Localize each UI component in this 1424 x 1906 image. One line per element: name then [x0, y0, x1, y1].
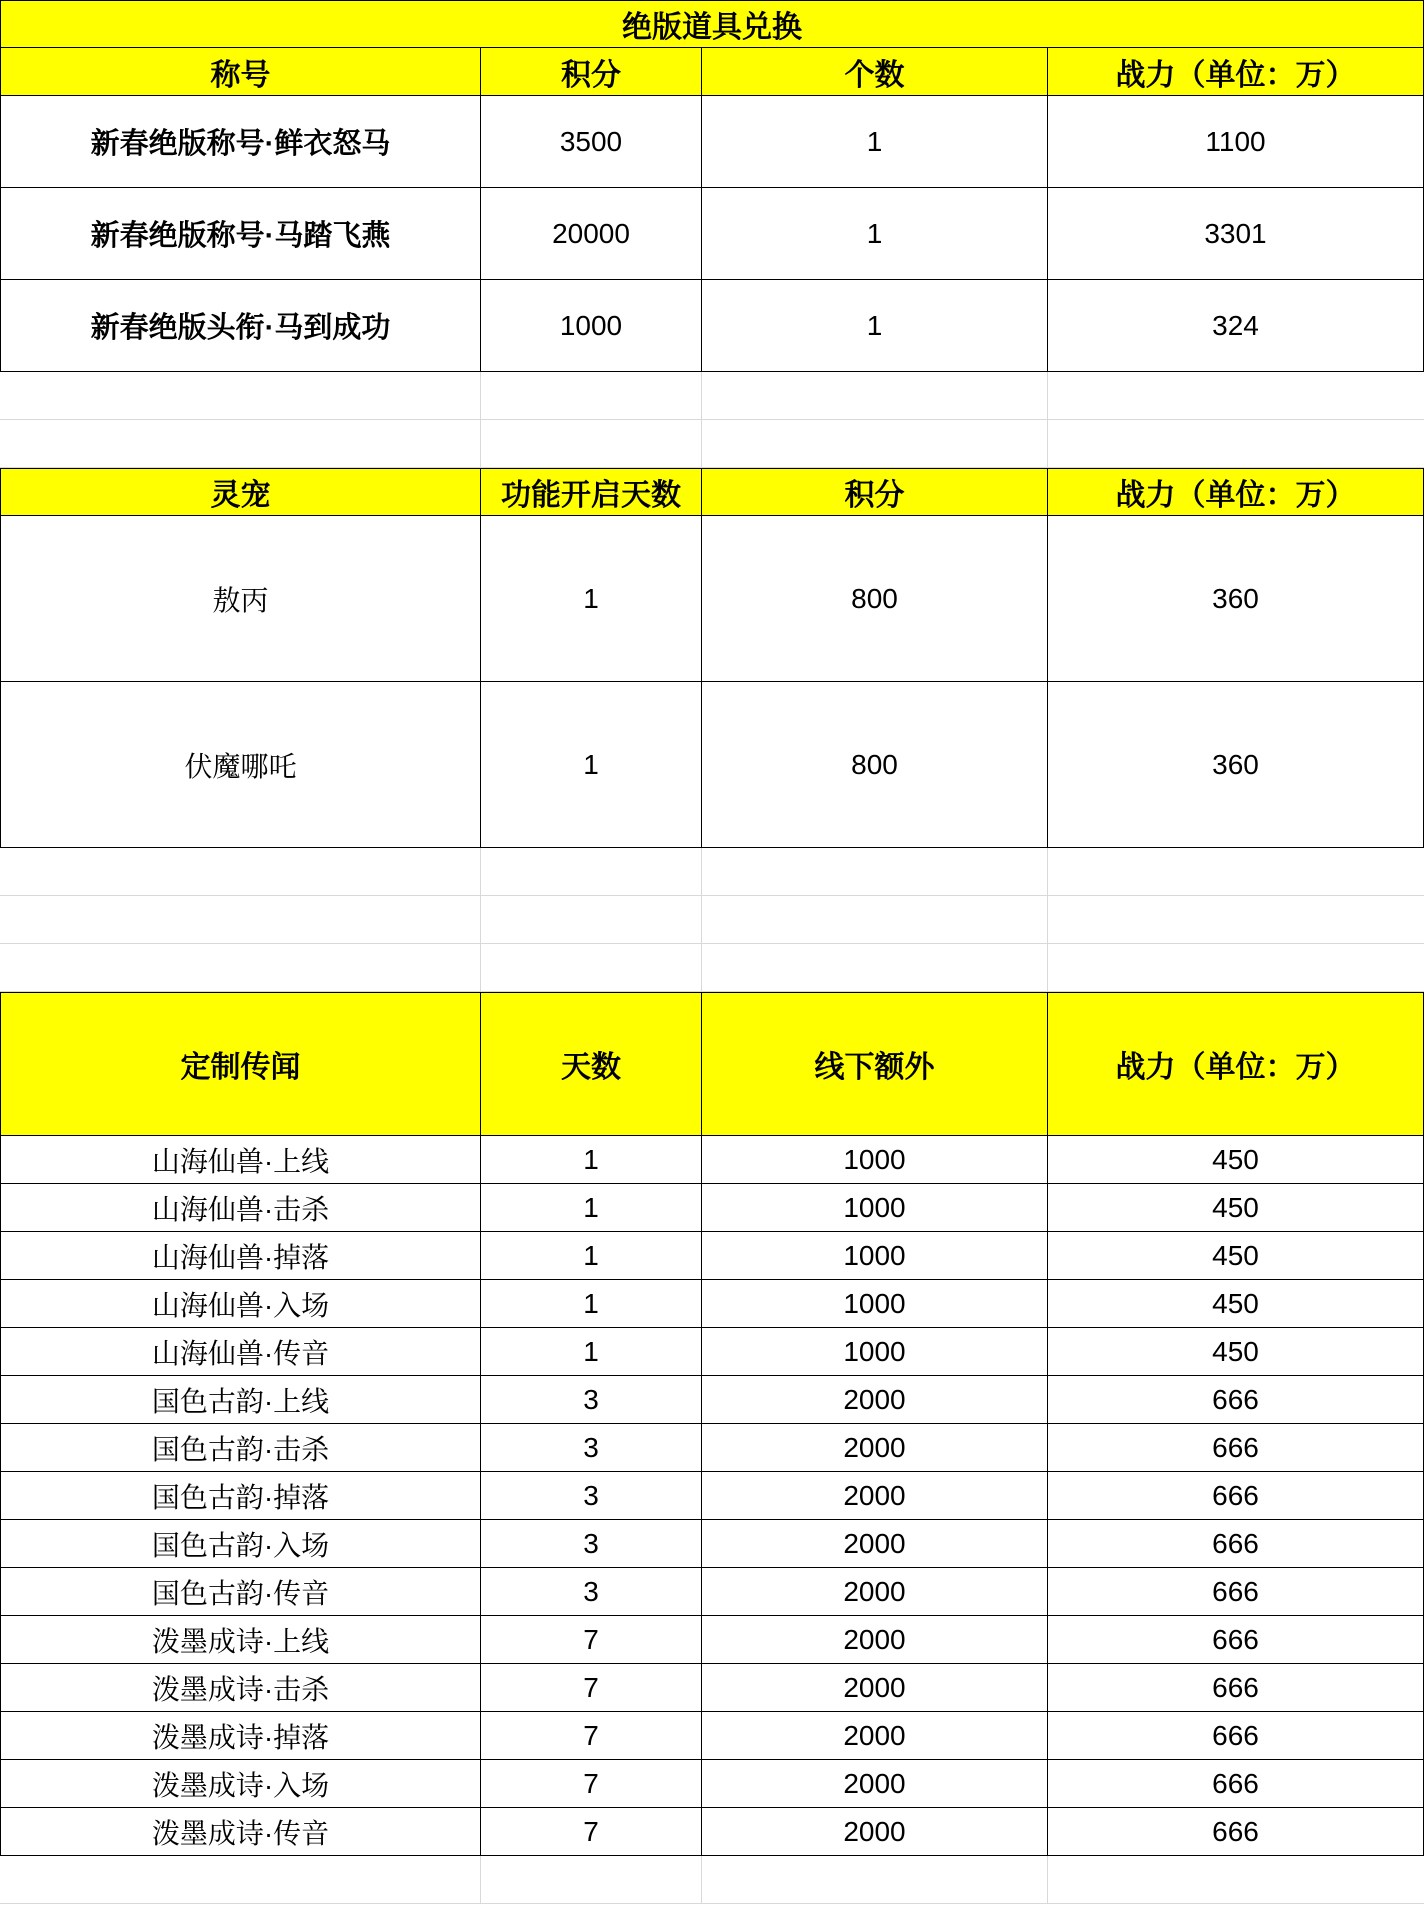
empty-cell[interactable]: [1047, 420, 1424, 468]
cell[interactable]: 3301: [1047, 188, 1424, 280]
header-cell[interactable]: 战力（单位：万）: [1047, 48, 1424, 96]
cell[interactable]: 2000: [701, 1472, 1047, 1520]
empty-cell[interactable]: [480, 848, 701, 896]
empty-row: [0, 896, 1424, 944]
cell[interactable]: 1: [701, 188, 1047, 280]
empty-cell[interactable]: [1047, 372, 1424, 420]
cell[interactable]: 2000: [701, 1376, 1047, 1424]
empty-cell[interactable]: [1047, 944, 1424, 992]
cell[interactable]: 666: [1047, 1520, 1424, 1568]
cell[interactable]: 360: [1047, 682, 1424, 848]
empty-row: [0, 372, 1424, 420]
header-cell[interactable]: 战力（单位：万）: [1047, 468, 1424, 516]
cell[interactable]: 山海仙兽·入场: [0, 1280, 480, 1328]
cell[interactable]: 泼墨成诗·上线: [0, 1616, 480, 1664]
cell[interactable]: 1: [480, 682, 701, 848]
cell[interactable]: 1: [480, 1184, 701, 1232]
cell[interactable]: 450: [1047, 1232, 1424, 1280]
empty-cell[interactable]: [701, 944, 1047, 992]
cell[interactable]: 国色古韵·掉落: [0, 1472, 480, 1520]
cell[interactable]: 360: [1047, 516, 1424, 682]
cell[interactable]: 1000: [701, 1328, 1047, 1376]
section2-header-row: [0, 468, 1424, 516]
cell[interactable]: 1000: [701, 1184, 1047, 1232]
cell[interactable]: 山海仙兽·击杀: [0, 1184, 480, 1232]
cell[interactable]: 1: [701, 96, 1047, 188]
table-row: [0, 188, 1424, 280]
cell[interactable]: 1000: [701, 1280, 1047, 1328]
empty-cell[interactable]: [701, 372, 1047, 420]
cell[interactable]: 国色古韵·入场: [0, 1520, 480, 1568]
cell[interactable]: 2000: [701, 1520, 1047, 1568]
cell[interactable]: 450: [1047, 1280, 1424, 1328]
table-row: [0, 1664, 1424, 1712]
empty-row: [0, 420, 1424, 468]
cell[interactable]: 3: [480, 1376, 701, 1424]
empty-cell[interactable]: [480, 372, 701, 420]
table-row: [0, 96, 1424, 188]
empty-cell[interactable]: [480, 896, 701, 944]
cell[interactable]: 7: [480, 1616, 701, 1664]
table-row: [0, 1376, 1424, 1424]
empty-cell[interactable]: [701, 420, 1047, 468]
empty-cell[interactable]: [701, 848, 1047, 896]
table-row: [0, 1136, 1424, 1184]
table-row: [0, 1424, 1424, 1472]
table-row: [0, 1280, 1424, 1328]
empty-cell[interactable]: [480, 944, 701, 992]
header-cell[interactable]: 个数: [701, 48, 1047, 96]
cell[interactable]: 666: [1047, 1664, 1424, 1712]
cell[interactable]: 800: [701, 516, 1047, 682]
empty-row: [0, 1856, 1424, 1904]
cell[interactable]: 泼墨成诗·入场: [0, 1760, 480, 1808]
section1-header-row: [0, 48, 1424, 96]
cell[interactable]: 7: [480, 1808, 701, 1856]
empty-cell[interactable]: [1047, 896, 1424, 944]
cell[interactable]: 3: [480, 1472, 701, 1520]
cell[interactable]: 伏魔哪吒: [0, 682, 480, 848]
cell[interactable]: 7: [480, 1664, 701, 1712]
empty-cell[interactable]: [480, 420, 701, 468]
empty-cell[interactable]: [0, 896, 480, 944]
cell[interactable]: 450: [1047, 1136, 1424, 1184]
cell[interactable]: 1: [701, 280, 1047, 372]
cell[interactable]: 国色古韵·击杀: [0, 1424, 480, 1472]
table-title[interactable]: 绝版道具兑换: [0, 0, 1424, 48]
cell[interactable]: 800: [701, 682, 1047, 848]
cell[interactable]: 泼墨成诗·传音: [0, 1808, 480, 1856]
cell[interactable]: 324: [1047, 280, 1424, 372]
cell[interactable]: 国色古韵·上线: [0, 1376, 480, 1424]
section3-header-row: [0, 992, 1424, 1136]
table-row: [0, 1184, 1424, 1232]
cell[interactable]: 7: [480, 1760, 701, 1808]
cell[interactable]: 2000: [701, 1616, 1047, 1664]
cell[interactable]: 1: [480, 1280, 701, 1328]
cell[interactable]: 666: [1047, 1424, 1424, 1472]
cell[interactable]: 2000: [701, 1424, 1047, 1472]
cell[interactable]: 3500: [480, 96, 701, 188]
table-row: [0, 1568, 1424, 1616]
empty-cell[interactable]: [701, 896, 1047, 944]
table-row: [0, 1328, 1424, 1376]
cell[interactable]: 2000: [701, 1808, 1047, 1856]
table-row: [0, 682, 1424, 848]
cell[interactable]: 泼墨成诗·掉落: [0, 1712, 480, 1760]
header-cell[interactable]: 称号: [0, 48, 480, 96]
header-cell[interactable]: 天数: [480, 992, 701, 1136]
cell[interactable]: 泼墨成诗·击杀: [0, 1664, 480, 1712]
table-row: [0, 1472, 1424, 1520]
cell[interactable]: 新春绝版称号·马踏飞燕: [0, 188, 480, 280]
table-row: [0, 1808, 1424, 1856]
cell[interactable]: 2000: [701, 1568, 1047, 1616]
cell[interactable]: 666: [1047, 1712, 1424, 1760]
header-cell[interactable]: 战力（单位：万）: [1047, 992, 1424, 1136]
cell[interactable]: 1: [480, 516, 701, 682]
empty-cell[interactable]: [0, 1856, 480, 1904]
cell[interactable]: 2000: [701, 1664, 1047, 1712]
cell[interactable]: 666: [1047, 1616, 1424, 1664]
header-cell[interactable]: 功能开启天数: [480, 468, 701, 516]
cell[interactable]: 2000: [701, 1712, 1047, 1760]
cell[interactable]: 1000: [701, 1136, 1047, 1184]
table-row: [0, 1760, 1424, 1808]
cell[interactable]: 7: [480, 1712, 701, 1760]
cell[interactable]: 敖丙: [0, 516, 480, 682]
header-cell[interactable]: 积分: [701, 468, 1047, 516]
cell[interactable]: 山海仙兽·上线: [0, 1136, 480, 1184]
table-row: [0, 1232, 1424, 1280]
header-cell[interactable]: 线下额外: [701, 992, 1047, 1136]
cell[interactable]: 450: [1047, 1328, 1424, 1376]
empty-cell[interactable]: [0, 848, 480, 896]
table-row: [0, 1712, 1424, 1760]
cell[interactable]: 1: [480, 1328, 701, 1376]
empty-cell[interactable]: [1047, 848, 1424, 896]
header-cell[interactable]: 定制传闻: [0, 992, 480, 1136]
cell[interactable]: 国色古韵·传音: [0, 1568, 480, 1616]
cell[interactable]: 666: [1047, 1568, 1424, 1616]
cell[interactable]: 山海仙兽·传音: [0, 1328, 480, 1376]
cell[interactable]: 1: [480, 1232, 701, 1280]
empty-cell[interactable]: [0, 372, 480, 420]
cell[interactable]: 20000: [480, 188, 701, 280]
table-row: [0, 516, 1424, 682]
cell[interactable]: 1000: [701, 1232, 1047, 1280]
header-cell[interactable]: 积分: [480, 48, 701, 96]
empty-row: [0, 848, 1424, 896]
cell[interactable]: 3: [480, 1424, 701, 1472]
table-row: [0, 280, 1424, 372]
empty-cell[interactable]: [0, 420, 480, 468]
empty-cell[interactable]: [480, 1856, 701, 1904]
header-cell[interactable]: 灵宠: [0, 468, 480, 516]
cell[interactable]: 新春绝版称号·鲜衣怒马: [0, 96, 480, 188]
empty-cell[interactable]: [1047, 1856, 1424, 1904]
cell[interactable]: 666: [1047, 1760, 1424, 1808]
cell[interactable]: 3: [480, 1520, 701, 1568]
cell[interactable]: 666: [1047, 1376, 1424, 1424]
cell[interactable]: 666: [1047, 1472, 1424, 1520]
cell[interactable]: 450: [1047, 1184, 1424, 1232]
cell[interactable]: 1100: [1047, 96, 1424, 188]
cell[interactable]: 2000: [701, 1760, 1047, 1808]
table-row: [0, 1520, 1424, 1568]
cell[interactable]: 3: [480, 1568, 701, 1616]
cell[interactable]: 1: [480, 1136, 701, 1184]
table-row: [0, 1616, 1424, 1664]
empty-cell[interactable]: [0, 944, 480, 992]
empty-row: [0, 944, 1424, 992]
cell[interactable]: 山海仙兽·掉落: [0, 1232, 480, 1280]
cell[interactable]: 666: [1047, 1808, 1424, 1856]
cell[interactable]: 1000: [480, 280, 701, 372]
empty-cell[interactable]: [701, 1856, 1047, 1904]
cell[interactable]: 新春绝版头衔·马到成功: [0, 280, 480, 372]
